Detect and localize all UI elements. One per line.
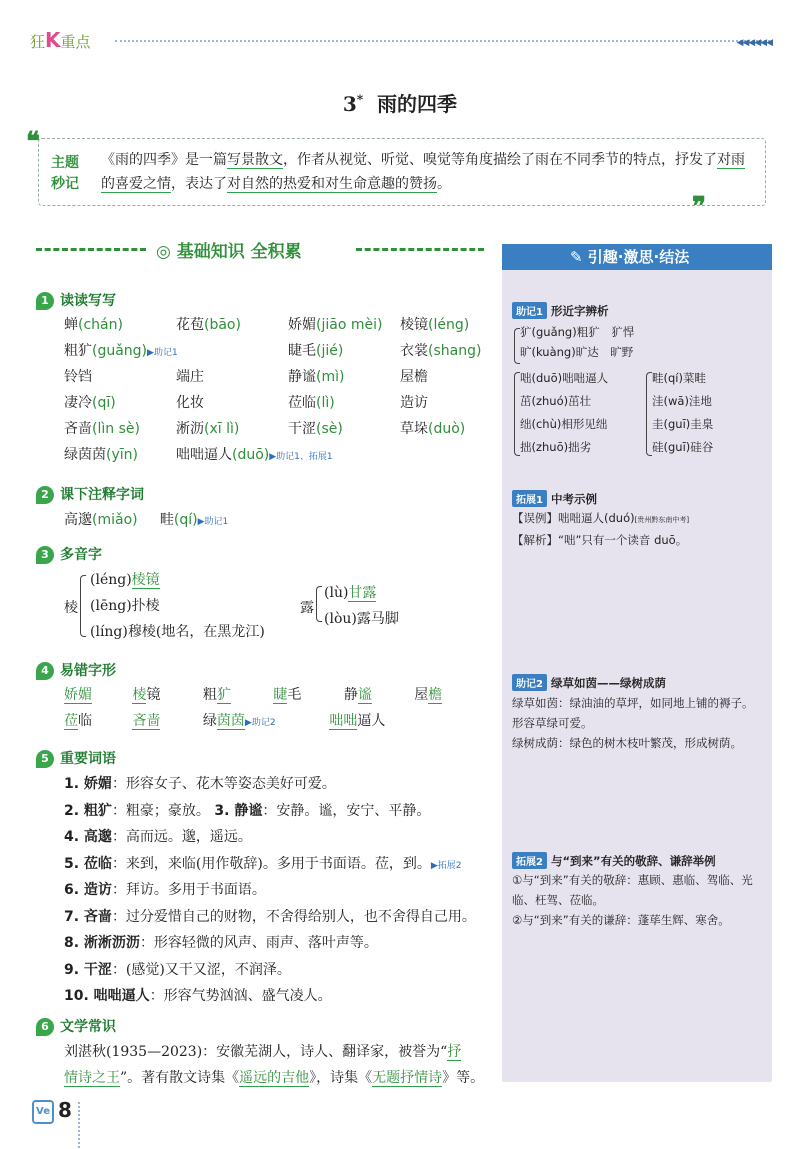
vocab-term: 10. 咄咄逼人 [64, 988, 150, 1004]
panel-title: 引趣·激思·结法 [587, 248, 690, 266]
word: 铃铛 [64, 369, 92, 385]
lesson-name: 雨的四季 [377, 92, 458, 116]
tip-tz2-title [512, 852, 716, 869]
close-quote-icon: ❞ [692, 192, 706, 222]
annot-pinyin: (miǎo) [92, 512, 138, 528]
vocab-term: 4. 高邈 [64, 829, 112, 845]
wrong-char: 犷 [216, 687, 231, 703]
wrong-char: 娇 [64, 687, 78, 703]
tip-line: 茁(zhuó)茁壮 [520, 394, 592, 408]
lit-text: 刘湛秋(1935—2023)：安徽芜湖人，诗人、翻译家，被誉为“ [64, 1044, 448, 1060]
banner-text: 基础知识 全积累 [176, 242, 302, 262]
section-heading-4 [36, 660, 116, 680]
brand-logo [30, 28, 91, 52]
word: 吝啬 [64, 421, 92, 437]
vocab-item [64, 826, 484, 853]
word: 粗犷 [64, 343, 92, 359]
tag-note: ▶助记1 [147, 348, 178, 358]
section-title: 读读写写 [60, 293, 116, 309]
tag-note: ▶拓展2 [430, 860, 462, 871]
tip-line: 临、枉驾、莅临。 [512, 893, 604, 907]
vocab-def: ：拜访。多用于书面语。 [111, 882, 266, 898]
tip-source: [贵州黔东南中考] [634, 516, 690, 524]
section-heading-5 [36, 748, 116, 768]
word: 静谧 [288, 369, 316, 385]
wrong-char: 檐 [428, 687, 443, 703]
word: 造访 [400, 395, 428, 411]
vocab-def: ：过分爱惜自己的财物，不舍得给别人，也不舍得自己用。 [111, 908, 476, 925]
tip-zj2-body [512, 693, 767, 753]
tip-text: 【误例】咄咄逼人(duó) [512, 511, 635, 525]
lit-highlight: 遥远的吉他 [239, 1070, 310, 1086]
word-char: 镜 [146, 687, 161, 703]
tag-note: ▶助记1、拓展1 [269, 452, 333, 462]
word-cell [400, 392, 512, 418]
word: 端庄 [176, 369, 204, 385]
chip: 助记1 [512, 302, 547, 319]
swirl-icon: ◎ [156, 242, 171, 262]
tip-title: 形近字辨析 [550, 304, 609, 318]
word-cell [288, 366, 400, 392]
word-cell [64, 314, 176, 340]
wrong-row-2 [64, 710, 429, 730]
tip-line [512, 508, 767, 530]
tip-group-1 [520, 322, 775, 362]
lit-highlight: 情诗之王 [64, 1070, 120, 1086]
wrong-char: 茵茵 [216, 713, 245, 729]
word-cell [176, 418, 288, 444]
section-heading-6 [36, 1016, 116, 1036]
lit-text: 》等。 [442, 1070, 485, 1086]
wrong-row-1 [64, 684, 474, 704]
tip-title: 中考示例 [550, 492, 597, 506]
chip: 拓展2 [512, 852, 547, 869]
vocab-def: ：安静。谧，安宁、平静。 [262, 802, 431, 819]
pinyin: (sè) [316, 421, 343, 437]
vocab-term: 5. 莅临 [64, 855, 112, 872]
readwrite-row [64, 444, 512, 470]
word: 衣裳 [400, 343, 428, 359]
annot-word: 畦 [159, 512, 174, 528]
vocab-list [64, 773, 484, 1012]
vocab-term: 9. 干涩 [64, 961, 112, 978]
vocab-term: 8. 淅淅沥沥 [64, 935, 140, 951]
poly-reading [324, 582, 376, 602]
theme-label-2: 秒记 [51, 176, 79, 192]
vocab-item [64, 906, 484, 933]
tip-line: 形容草绿可爱。 [512, 716, 593, 730]
tip-line: ②与“到来”有关的谦辞：蓬荜生辉、寒舍。 [512, 913, 730, 927]
vocab-item [64, 959, 484, 986]
banner-line-left [36, 248, 146, 251]
pinyin: (xī lì) [204, 421, 240, 437]
tip-zj1-title [512, 302, 608, 319]
word-char: 屋 [414, 687, 429, 703]
tip-line: 拙(zhuō)拙劣 [520, 440, 592, 454]
vocab-term: 6. 造访 [64, 882, 112, 898]
word-cell [288, 314, 400, 340]
book-icon: Ve [32, 1100, 54, 1124]
vocab-item [64, 932, 484, 959]
readwrite-row [64, 314, 512, 340]
tip-line: 绿草如茵：绿油油的草坪，如同地上铺的褥子。 [512, 696, 754, 710]
tag-note: ▶助记2 [244, 718, 276, 728]
word-cell [400, 418, 512, 444]
theme-label [51, 153, 91, 195]
tip-line: 硅(guī)硅谷 [652, 440, 714, 454]
theme-box [38, 138, 766, 206]
word-char: 毛 [287, 687, 302, 703]
word: 凄冷 [64, 395, 92, 411]
pinyin: (lì) [316, 395, 335, 411]
wrong-char: 棱 [132, 687, 147, 703]
lesson-number: 3 [342, 92, 357, 116]
reading-person-icon: ✎ [570, 248, 588, 266]
readwrite-row [64, 366, 512, 392]
tip-line: 犷(guǎng)粗犷 犷悍 [520, 325, 635, 339]
pinyin: (jiāo mèi) [316, 317, 383, 333]
word-cell [176, 444, 400, 470]
vocab-def: ：粗豪；豪放。 [111, 802, 210, 819]
word-cell [176, 340, 288, 366]
vocab-def: ：来到，来临(用作敬辞)。多用于书面语。莅，到。 [111, 855, 431, 872]
brand-pre: 狂 [30, 33, 46, 51]
word: 娇媚 [288, 317, 316, 333]
footer-rule [78, 1102, 80, 1148]
lit-line-1 [64, 1041, 461, 1061]
page-footer [32, 1098, 72, 1124]
leaf-number-icon: 3 [36, 546, 54, 564]
tip-zj2-title [512, 674, 666, 691]
chip: 助记2 [512, 674, 547, 691]
poly-pinyin: (lù) [324, 585, 349, 601]
vocab-item [64, 879, 484, 906]
vocab-term: 2. 粗犷 [64, 802, 112, 819]
lit-line-2 [64, 1067, 484, 1087]
tag-note: ▶助记1 [197, 517, 229, 527]
pinyin: (shang) [428, 343, 482, 359]
word-cell [400, 314, 512, 340]
poly-reading: (lēng)扑棱 [90, 598, 160, 614]
annot-words [64, 509, 228, 529]
tip-line: 绌(chù)相形见绌 [520, 417, 608, 431]
tip-line: 【解析】“咄”只有一个读音 duō。 [512, 533, 688, 547]
section-title: 文学常识 [60, 1019, 116, 1035]
tips-panel [502, 244, 772, 1082]
poly-word: 甘露 [348, 585, 377, 601]
tip-line: 圭(guī)圭臬 [652, 417, 714, 431]
word: 睫毛 [288, 343, 316, 359]
word: 棱镜 [400, 317, 428, 333]
wrong-char: 吝啬 [132, 713, 161, 729]
poly-pinyin: (léng) [90, 572, 132, 588]
section-heading-2 [36, 484, 144, 504]
word: 化妆 [176, 395, 204, 411]
word-cell [64, 444, 176, 470]
word-cell [400, 444, 512, 470]
brace-icon [80, 575, 86, 637]
leaf-number-icon: 5 [36, 750, 54, 768]
tip-group-2-right [652, 367, 767, 459]
word-cell [176, 392, 288, 418]
poly-reading: (líng)穆棱(地名，在黑龙江) [90, 624, 265, 640]
word: 莅临 [288, 395, 316, 411]
leaf-number-icon: 6 [36, 1018, 54, 1036]
theme-t3: ，表达了 [171, 176, 227, 192]
lit-highlight: 抒 [447, 1044, 462, 1060]
lit-text: 》，诗集《 [309, 1070, 373, 1086]
word-cell [64, 418, 176, 444]
word-cell [64, 340, 176, 366]
word-cell [176, 314, 288, 340]
section-title: 重要词语 [60, 751, 116, 767]
brand-post: 重点 [60, 33, 91, 51]
readwrite-row [64, 392, 512, 418]
poly-word: 棱镜 [131, 572, 160, 588]
lit-text: ”。著有散文诗集《 [120, 1070, 240, 1086]
word-cell [288, 418, 400, 444]
word: 干涩 [288, 421, 316, 437]
vocab-def: ：形容女子、花木等姿态美好可爱。 [111, 776, 336, 792]
theme-summary [101, 148, 757, 196]
section-title: 课下注释字词 [60, 487, 144, 503]
vocab-def: ：高而远。邈，遥远。 [111, 829, 252, 845]
pinyin: (bāo) [204, 317, 241, 333]
tip-line: 绿树成荫：绿色的树木枝叶繁茂，形成树荫。 [512, 736, 742, 750]
theme-u3: 对自然的热爱和对生命意趣的赞扬 [227, 176, 437, 192]
tip-tz1-body [512, 508, 767, 550]
open-quote-icon: ❝ [26, 127, 40, 157]
word: 咄咄逼人 [176, 447, 232, 463]
annot-pinyin: (qí) [173, 512, 198, 528]
theme-u1: 写景散文 [227, 152, 283, 168]
word: 淅沥 [176, 421, 204, 437]
vocab-def: ：形容气势汹汹、盛气凌人。 [149, 988, 332, 1004]
readwrite-grid [64, 314, 512, 470]
word-char: 绿 [202, 713, 217, 729]
word-cell [288, 340, 400, 366]
leaf-number-icon: 4 [36, 662, 54, 680]
word-cell [176, 366, 288, 392]
banner-line-right [356, 248, 484, 251]
vocab-item [64, 985, 484, 1012]
readwrite-row [64, 418, 512, 444]
tip-line: 洼(wā)洼地 [652, 394, 712, 408]
poly-reading: (lòu)露马脚 [324, 611, 399, 627]
word: 屋檐 [400, 369, 428, 385]
header-rule [115, 40, 770, 42]
banner-title [156, 237, 302, 262]
poly-char: 露 [300, 600, 314, 616]
wrong-char: 睫 [273, 687, 288, 703]
vocab-item [64, 773, 484, 800]
section-heading-1 [36, 290, 116, 310]
tip-line: 旷(kuàng)旷达 旷野 [520, 345, 634, 359]
word-cell [288, 392, 400, 418]
lesson-star: * [356, 92, 364, 107]
pinyin: (jié) [316, 343, 344, 359]
vocab-def: ：(感觉)又干又涩，不润泽。 [111, 961, 291, 978]
word: 花苞 [176, 317, 204, 333]
vocab-term: 3. 静谧 [214, 802, 263, 819]
brand-k: K [45, 28, 61, 52]
vocab-term: 7. 吝啬 [64, 908, 112, 925]
word-cell [64, 392, 176, 418]
tip-line: ①与“到来”有关的敬辞：惠顾、惠临、驾临、光 [512, 873, 753, 887]
word: 绿茵茵 [64, 447, 106, 463]
tip-tz1-title [512, 490, 597, 507]
tip-tz2-body [512, 870, 767, 930]
section-banner [36, 236, 484, 262]
tip-title: 与“到来”有关的敬辞、谦辞举例 [550, 854, 716, 868]
wrong-char: 媚 [78, 687, 92, 703]
theme-t1: 《雨的四季》是一篇 [101, 152, 227, 168]
word-cell [400, 366, 512, 392]
theme-u2: 对雨的喜爱之情 [101, 152, 745, 192]
word-char: 临 [78, 713, 92, 729]
word: 草垛 [400, 421, 428, 437]
lesson-title [0, 88, 800, 117]
pinyin: (chán) [78, 317, 123, 333]
theme-label-1: 主题 [51, 155, 79, 171]
pinyin: (yīn) [106, 447, 138, 463]
poly-reading [90, 569, 160, 589]
tip-line: 咄(duō)咄咄逼人 [520, 371, 609, 385]
leaf-number-icon: 1 [36, 292, 54, 310]
word-char: 粗 [202, 687, 217, 703]
vocab-def: ：形容轻微的风声、雨声、落叶声等。 [139, 935, 378, 951]
tip-line: 畦(qí)菜畦 [652, 371, 706, 385]
wrong-char: 咄咄 [329, 713, 358, 729]
pinyin: (duō) [232, 447, 270, 463]
tip-title: 绿草如茵——绿树成荫 [550, 676, 666, 690]
word: 蝉 [64, 317, 78, 333]
pinyin: (léng) [428, 317, 470, 333]
theme-t2: ，作者从视觉、听觉、嗅觉等角度描绘了雨在不同季节的特点，抒发了 [283, 152, 717, 168]
panel-header [502, 244, 772, 270]
section-title: 易错字形 [60, 663, 116, 679]
tip-group-2-left [520, 367, 650, 459]
pinyin: (guǎng) [92, 343, 148, 359]
section-title: 多音字 [60, 547, 102, 563]
header-arrows-icon: ◀◀◀◀◀◀ [736, 38, 772, 48]
page-number: 8 [58, 1098, 72, 1122]
readwrite-row [64, 340, 512, 366]
word-cell [400, 340, 512, 366]
brace-icon [316, 586, 322, 622]
word-char: 静 [343, 687, 358, 703]
pinyin: (qī) [92, 395, 116, 411]
vocab-term: 1. 娇媚 [64, 776, 112, 792]
annot-word: 高邈 [64, 512, 92, 528]
pinyin: (mì) [316, 369, 345, 385]
wrong-char: 谧 [357, 687, 372, 703]
section-heading-3 [36, 544, 102, 564]
chip: 拓展1 [512, 490, 547, 507]
leaf-number-icon: 2 [36, 486, 54, 504]
vocab-item [64, 800, 484, 827]
word-cell [64, 366, 176, 392]
theme-t4: 。 [437, 176, 451, 192]
lit-highlight: 无题抒情诗 [372, 1070, 443, 1086]
poly-char: 棱 [64, 600, 78, 616]
vocab-item [64, 853, 484, 880]
word-char: 逼人 [357, 713, 386, 729]
wrong-char: 莅 [64, 713, 78, 729]
pinyin: (duò) [428, 421, 466, 437]
pinyin: (lìn sè) [92, 421, 140, 437]
